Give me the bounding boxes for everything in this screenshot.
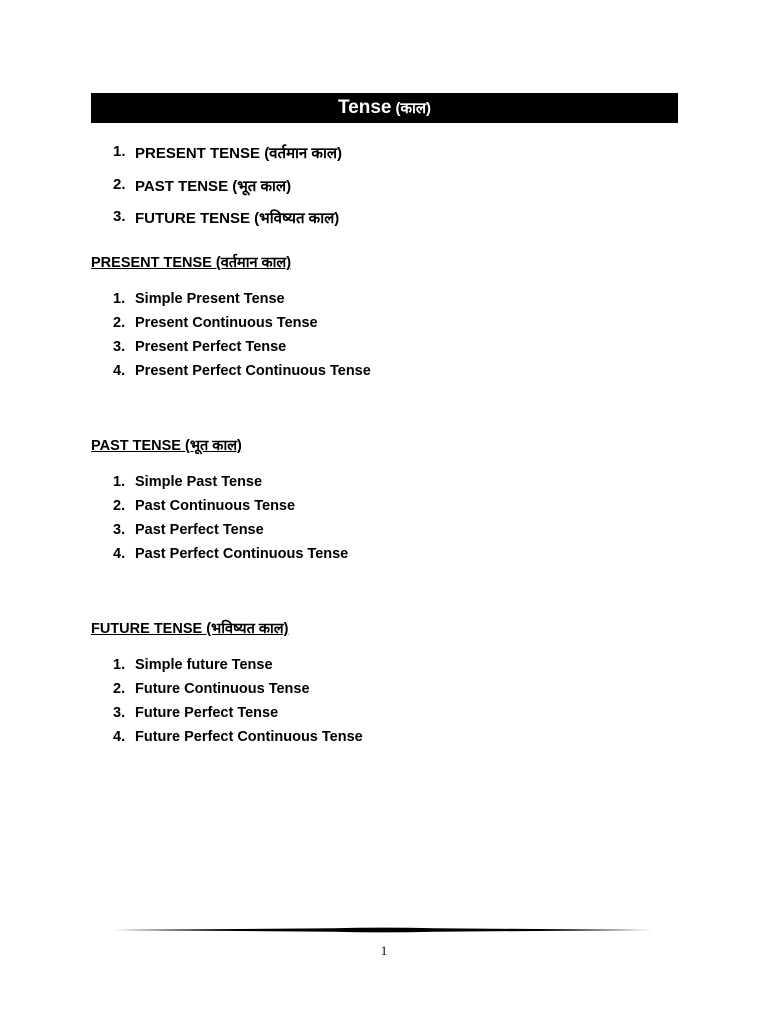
list-item-text: Simple future Tense bbox=[135, 657, 273, 673]
list-item-number: 1. bbox=[113, 474, 126, 490]
list-item-text: Present Perfect Continuous Tense bbox=[135, 363, 371, 379]
list-item-number: 4. bbox=[113, 363, 126, 379]
list-item-number: 1. bbox=[113, 143, 126, 160]
section-heading-past: PAST TENSE (भूत काल) bbox=[91, 438, 242, 454]
list-item-number: 2. bbox=[113, 681, 126, 697]
list-item-text: Future Continuous Tense bbox=[135, 681, 310, 697]
list-item-text: Simple Past Tense bbox=[135, 474, 263, 490]
list-item-number: 3. bbox=[113, 339, 126, 355]
page-title-bar bbox=[91, 93, 678, 123]
list-item-text: Future Perfect Tense bbox=[135, 705, 279, 721]
section-heading-future: FUTURE TENSE (भविष्यत काल) bbox=[91, 621, 289, 637]
list-item-number: 2. bbox=[113, 498, 126, 514]
page-title: Tense bbox=[337, 97, 392, 118]
list-item-text: Simple Present Tense bbox=[135, 291, 285, 307]
section-heading-present: PRESENT TENSE (वर्तमान काल) bbox=[91, 255, 292, 271]
page-title-hindi: (काल) bbox=[395, 100, 432, 117]
list-item-number: 1. bbox=[113, 657, 126, 673]
list-item-text: Past Perfect Tense bbox=[135, 522, 264, 538]
list-item-text: Past Perfect Continuous Tense bbox=[135, 546, 349, 562]
footer-divider bbox=[114, 927, 654, 933]
list-item-text: Past Continuous Tense bbox=[135, 498, 296, 514]
list-item-number: 3. bbox=[113, 705, 126, 721]
list-item-text: Present Perfect Tense bbox=[135, 339, 287, 355]
list-item-text: PRESENT TENSE (वर्तमान काल) bbox=[135, 145, 342, 162]
page-number: 1 bbox=[380, 943, 388, 958]
list-item-number: 3. bbox=[113, 522, 126, 538]
list-item-text: Future Perfect Continuous Tense bbox=[135, 729, 363, 745]
list-item-number: 3. bbox=[113, 208, 126, 225]
list-item-number: 1. bbox=[113, 291, 126, 307]
list-item-number: 4. bbox=[113, 546, 126, 562]
list-item-number: 4. bbox=[113, 729, 126, 745]
list-item-text: Present Continuous Tense bbox=[135, 315, 318, 331]
list-item-text: FUTURE TENSE (भविष्यत काल) bbox=[135, 210, 340, 227]
list-item-text: PAST TENSE (भूत काल) bbox=[135, 177, 292, 195]
list-item-number: 2. bbox=[113, 315, 126, 331]
list-item-number: 2. bbox=[113, 175, 126, 193]
